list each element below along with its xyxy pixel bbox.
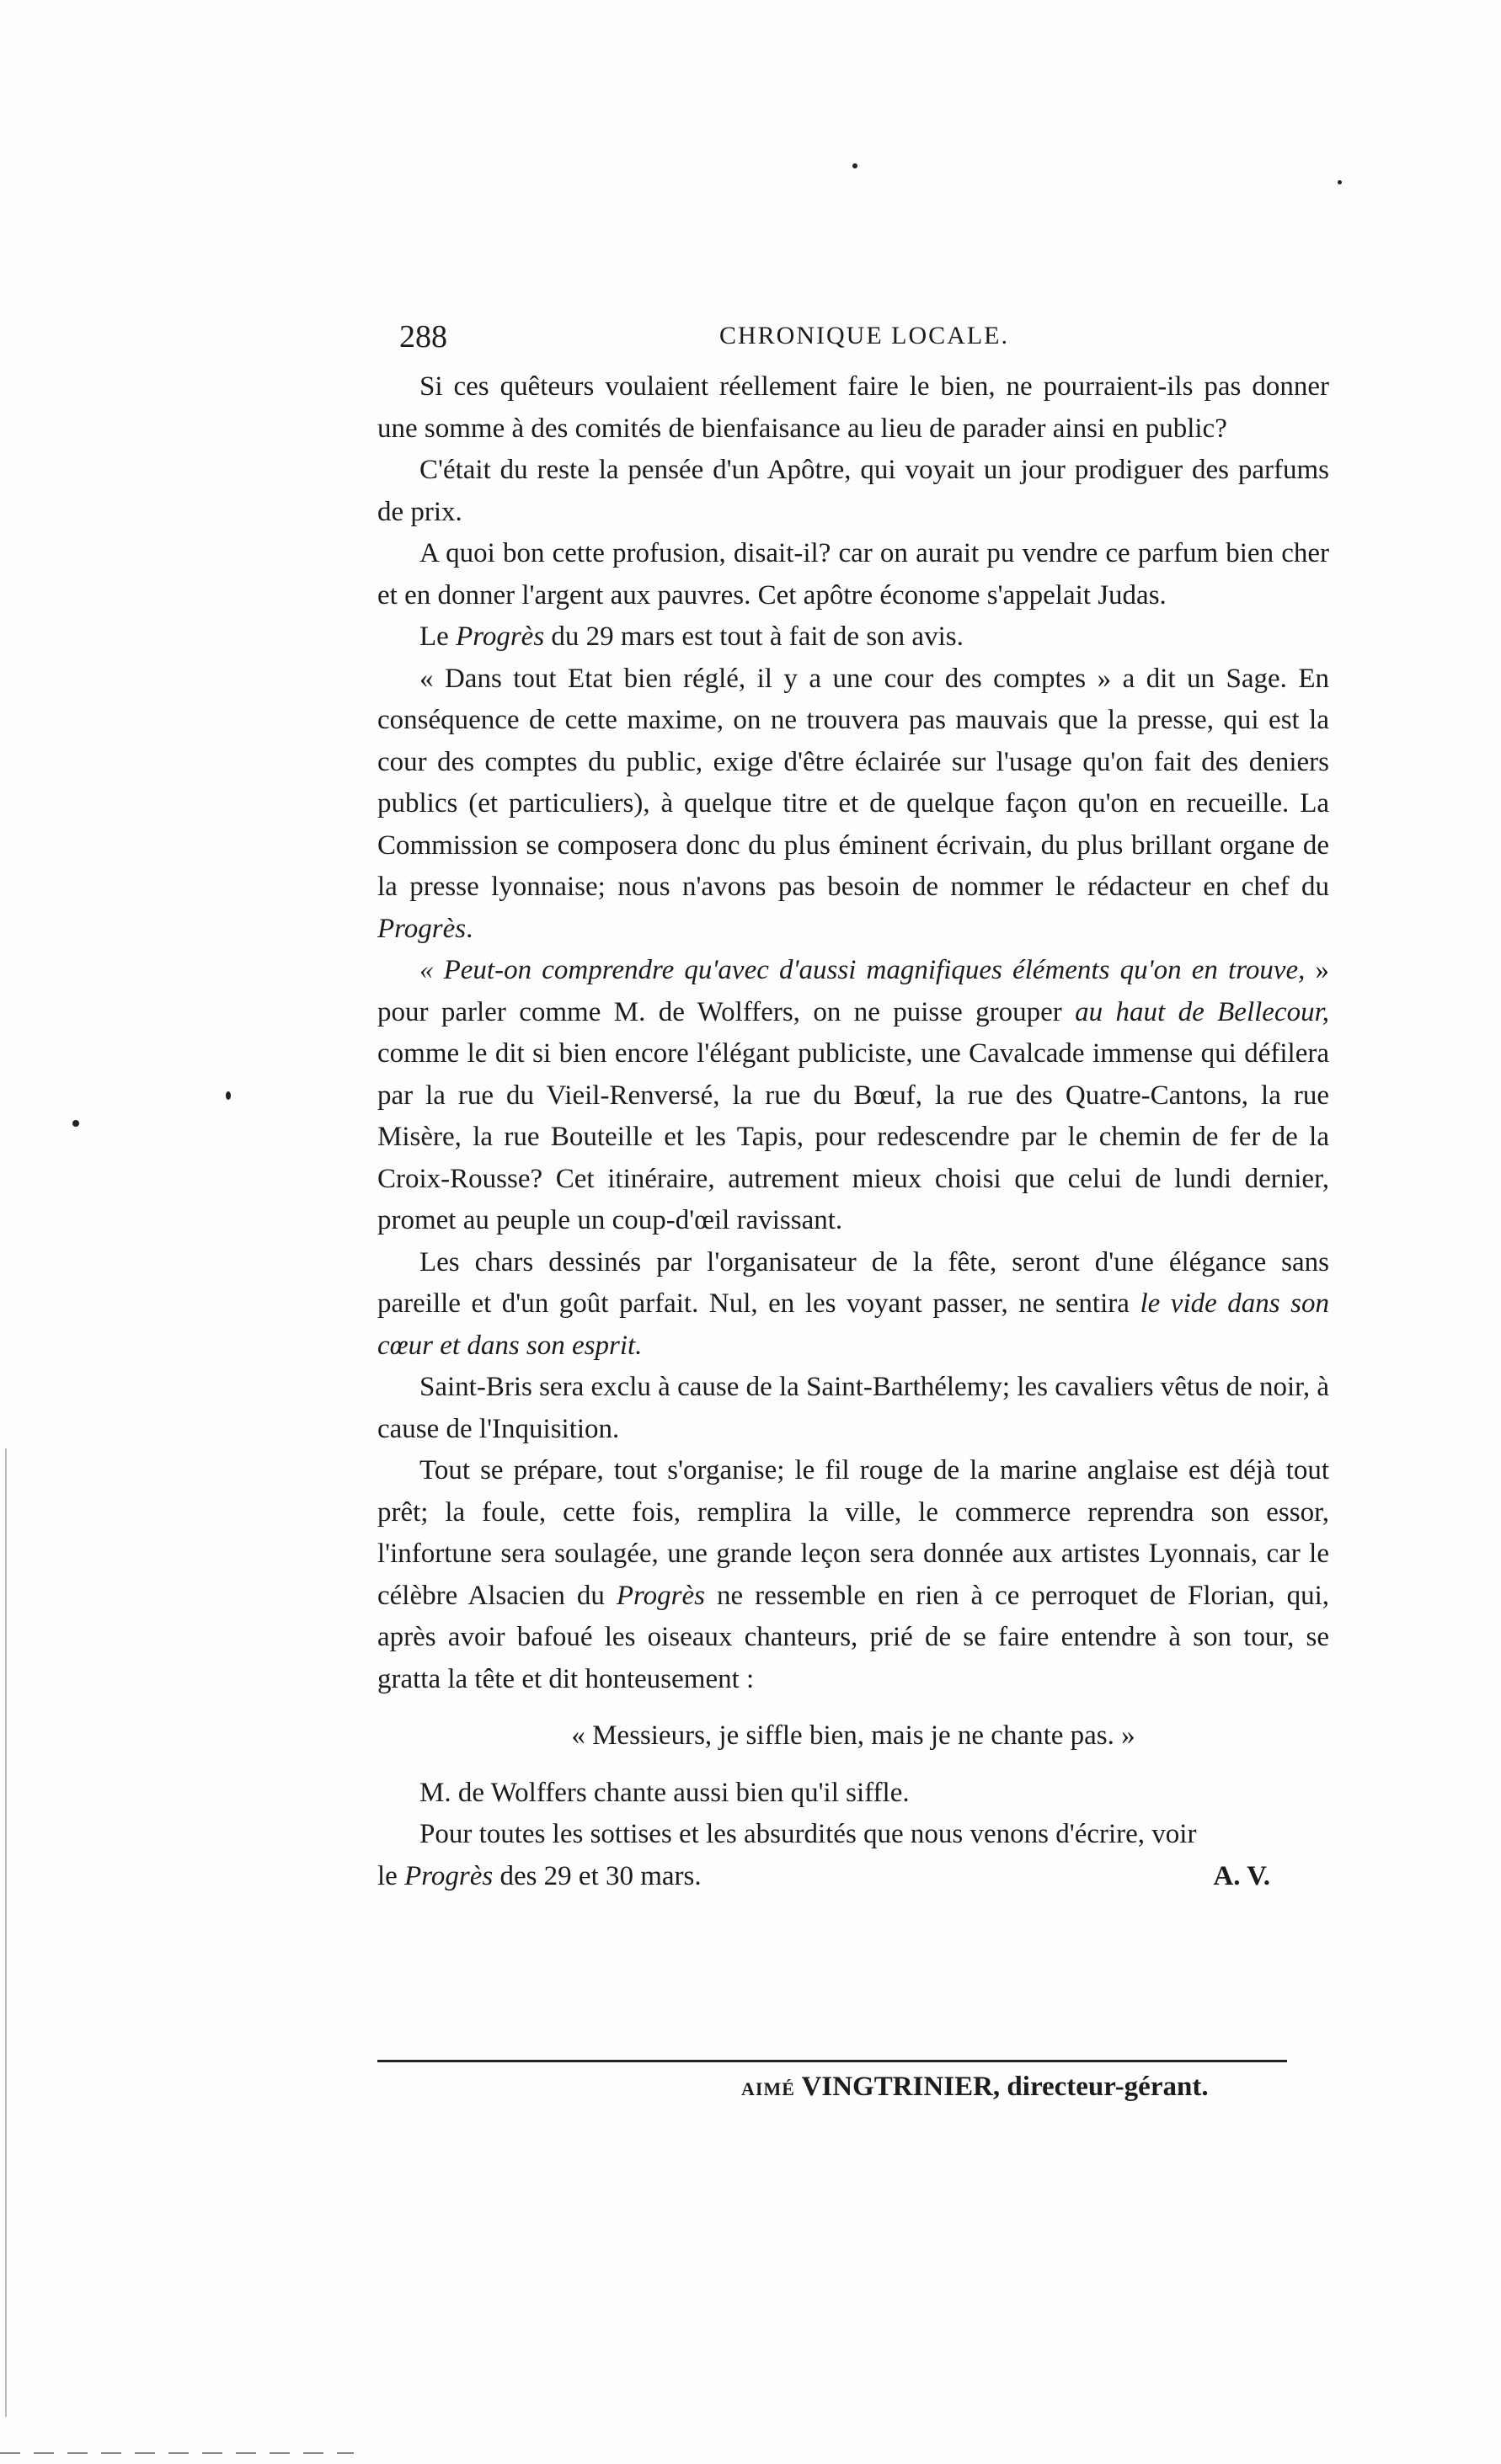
imprint-line <box>741 2072 1209 2103</box>
paragraph <box>377 659 1329 951</box>
newspaper-title: Progrès <box>456 621 545 652</box>
paragraph-text: ne ressemble en rien à ce perroquet de Florian, qui, après avoir bafoué les oiseaux chanteurs, prié de se faire entendre à son tour, se gratta la tête et dit honteusement : <box>377 1580 1329 1694</box>
paragraph-text: du 29 mars est tout à fait de son avis. <box>544 621 964 652</box>
paragraph-text: . <box>466 913 473 944</box>
closing-reference <box>377 1856 702 1898</box>
paragraph <box>377 450 1329 533</box>
paragraph <box>377 1450 1329 1700</box>
paragraph-text: Si ces quêteurs voulaient réellement faire le bien, ne pourraient-ils pas donner une somme à des comités de bienfaisance au lieu de parader ainsi en public? <box>377 371 1329 444</box>
newspaper-title: Progrès <box>616 1580 705 1611</box>
italic-phrase: le vide dans son cœur et dans son esprit. <box>377 1288 1329 1361</box>
ink-speck <box>852 163 857 168</box>
quote-text: « Messieurs, je siffle bien, mais je ne chante pas. » <box>571 1720 1135 1751</box>
paragraph-text: Pour toutes les sottises et les absurdités que nous venons d'écrire, voir <box>419 1819 1197 1849</box>
paragraph <box>377 1367 1329 1450</box>
paragraph <box>377 950 1329 1242</box>
paragraph-text: le <box>377 1860 405 1891</box>
imprint-first-name: AIMÉ <box>741 2078 795 2099</box>
paragraph-text: C'était du reste la pensée d'un Apôtre, qui voyait un jour prodiguer des parfums de prix. <box>377 455 1329 527</box>
paragraph <box>377 1773 1329 1815</box>
article-body <box>377 366 1329 1897</box>
paragraph-text: Les chars dessinés par l'organisateur de la fête, seront d'une élégance sans pareille et d'un goût parfait. Nul, en les voyant passer, ne sentira <box>377 1246 1329 1319</box>
centered-quote <box>377 1715 1329 1757</box>
page-header <box>399 318 1351 360</box>
newspaper-title: Progrès <box>377 913 467 944</box>
paragraph <box>377 1242 1329 1368</box>
paragraph-text: A quoi bon cette profusion, disait-il? car on aurait pu vendre ce parfum bien cher et en donner l'argent aux pauvres. Cet apôtre économe s'appelait Judas. <box>377 538 1329 611</box>
paragraph <box>377 616 1329 659</box>
paragraph-text: Saint-Bris sera exclu à cause de la Saint-Barthélemy; les cavaliers vêtus de noir, à cause de l'Inquisition. <box>377 1372 1329 1444</box>
paragraph-text: « Dans tout Etat bien réglé, il y a une cour des comptes » a dit un Sage. En conséquence de cette maxime, on ne trouvera pas mauvais que la presse, qui est la cour des comptes du public, exige d'être éclairée sur l'usage qu'on fait des deniers publics (et particuliers), à quelque titre et de quelque façon qu'on en recueille. La Commission se composera donc du plus éminent écrivain, du plus brillant organe de la presse lyonnaise; nous n'avons pas besoin de nommer le rédacteur en chef du <box>377 663 1329 902</box>
signature-line <box>377 1856 1329 1898</box>
ink-speck <box>226 1091 231 1100</box>
paragraph <box>377 533 1329 616</box>
imprint-text: VINGTRINIER, directeur-gérant. <box>794 2072 1209 2102</box>
paragraph-text: Le <box>419 621 457 652</box>
page-number: 288 <box>399 319 447 355</box>
italic-phrase: au haut de Bellecour, <box>1075 996 1330 1027</box>
paragraph <box>377 1814 1329 1856</box>
running-title: CHRONIQUE LOCALE. <box>719 322 1009 349</box>
paragraph-text: M. de Wolffers chante aussi bien qu'il siffle. <box>419 1777 910 1808</box>
paragraph-text: » pour parler comme M. de Wolffers, on ne puisse grouper <box>377 955 1329 1027</box>
scan-margin-line <box>5 1448 7 2417</box>
paragraph-text: des 29 et 30 mars. <box>493 1860 702 1891</box>
paragraph <box>377 366 1329 450</box>
paragraph-text: comme le dit si bien encore l'élégant publiciste, une Cavalcade immense qui défilera par la rue du Vieil-Renversé, la rue du Bœuf, la rue des Quatre-Cantons, la rue Misère, la rue Bouteille et les Tapis, pour redescendre par le chemin de fer de la Croix-Rousse? Cet itinéraire, autrement mieux choisi que celui de lundi dernier, promet au peuple un coup-d'œil ravissant. <box>377 1038 1329 1235</box>
horizontal-rule <box>377 2060 1287 2062</box>
ink-speck <box>72 1120 79 1127</box>
author-signature: A. V. <box>1213 1860 1270 1891</box>
italic-quote: « Peut-on comprendre qu'avec d'aussi magnifiques éléments qu'on en trouve, <box>419 955 1306 985</box>
scan-bottom-dash <box>0 2452 354 2454</box>
paragraph-text: Tout se prépare, tout s'organise; le fil rouge de la marine anglaise est déjà tout prêt; la foule, cette fois, remplira la ville, le commerce reprendra son essor, l'infortune sera soulagée, une grande leçon sera donnée aux artistes Lyonnais, car le célèbre Alsacien du <box>377 1455 1329 1611</box>
ink-speck <box>1338 180 1342 184</box>
newspaper-title: Progrès <box>404 1860 494 1891</box>
